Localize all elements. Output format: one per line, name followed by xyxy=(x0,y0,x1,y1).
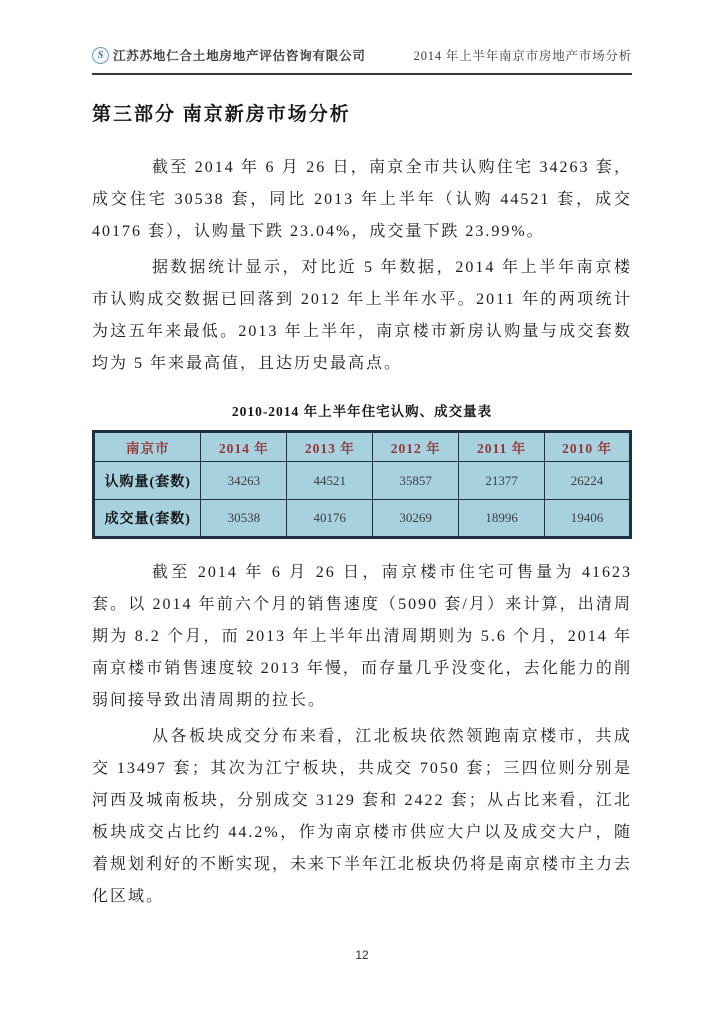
table-row xyxy=(94,462,631,500)
paragraph: 截至 2014 年 6 月 26 日，南京楼市住宅可售量为 41623 套。以 2014 年前六个月的销售速度（5090 套/月）来计算，出清周期为 8.2 个月，而 2013 年上半年出清周期则为 5.6 个月，2014 年南京楼市销售速度较 2013 年慢，而存量几乎没变化，去化能力的削弱间接导致出清周期的拉长。 xyxy=(92,564,632,709)
section-title: 第三部分 南京新房市场分析 xyxy=(92,104,351,125)
table-cell: 26224 xyxy=(545,462,631,500)
company-name: 江苏苏地仁合土地房地产评估咨询有限公司 xyxy=(113,49,366,63)
table-row xyxy=(94,500,631,538)
page-header xyxy=(92,0,632,75)
table-row-label: 成交量(套数) xyxy=(94,500,201,538)
table-cell: 40176 xyxy=(287,500,373,538)
table-cell: 30269 xyxy=(373,500,459,538)
table-cell: 35857 xyxy=(373,462,459,500)
table-header-cell: 2011 年 xyxy=(459,432,545,462)
table-cell: 30538 xyxy=(201,500,287,538)
document-title: 2014 年上半年南京市房地产市场分析 xyxy=(413,49,632,63)
table-cell: 34263 xyxy=(201,462,287,500)
paragraph: 从各板块成交分布来看，江北板块依然领跑南京楼市，共成交 13497 套；其次为江宁板块，共成交 7050 套；三四位则分别是河西及城南板块，分别成交 3129 套和 2422 套；从占比来看，江北板块成交占比约 44.2%，作为南京楼市供应大户以及成交大户，随着规划利好的不断实现，未来下半年江北板块仍将是南京楼市主力去化区域。 xyxy=(92,728,633,905)
sales-table xyxy=(92,430,632,539)
company-logo-icon: S xyxy=(92,47,109,64)
table-header-cell: 2012 年 xyxy=(373,432,459,462)
table-header-cell: 2013 年 xyxy=(287,432,373,462)
table-title: 2010-2014 年上半年住宅认购、成交量表 xyxy=(231,404,493,419)
paragraph: 据数据统计显示，对比近 5 年数据，2014 年上半年南京楼市认购成交数据已回落到 2012 年上半年水平。2011 年的两项统计为这五年来最低。2013 年上半年，南京楼市新房认购量与成交套数均为 5 年来最高值，且达历史最高点。 xyxy=(92,259,632,372)
table-header-cell: 南京市 xyxy=(94,432,201,462)
paragraph: 截至 2014 年 6 月 26 日，南京全市共认购住宅 34263 套，成交住宅 30538 套，同比 2013 年上半年（认购 44521 套，成交 40176 套），认购量下跌 23.04%，成交量下跌 23.99%。 xyxy=(92,159,632,240)
table-header-cell: 2010 年 xyxy=(545,432,631,462)
table-cell: 18996 xyxy=(459,500,545,538)
table-header-row xyxy=(94,432,631,462)
table-cell: 21377 xyxy=(459,462,545,500)
table-row-label: 认购量(套数) xyxy=(94,462,201,500)
table-cell: 44521 xyxy=(287,462,373,500)
page-number: 12 xyxy=(355,948,369,962)
table-header-cell: 2014 年 xyxy=(201,432,287,462)
table-cell: 19406 xyxy=(545,500,631,538)
